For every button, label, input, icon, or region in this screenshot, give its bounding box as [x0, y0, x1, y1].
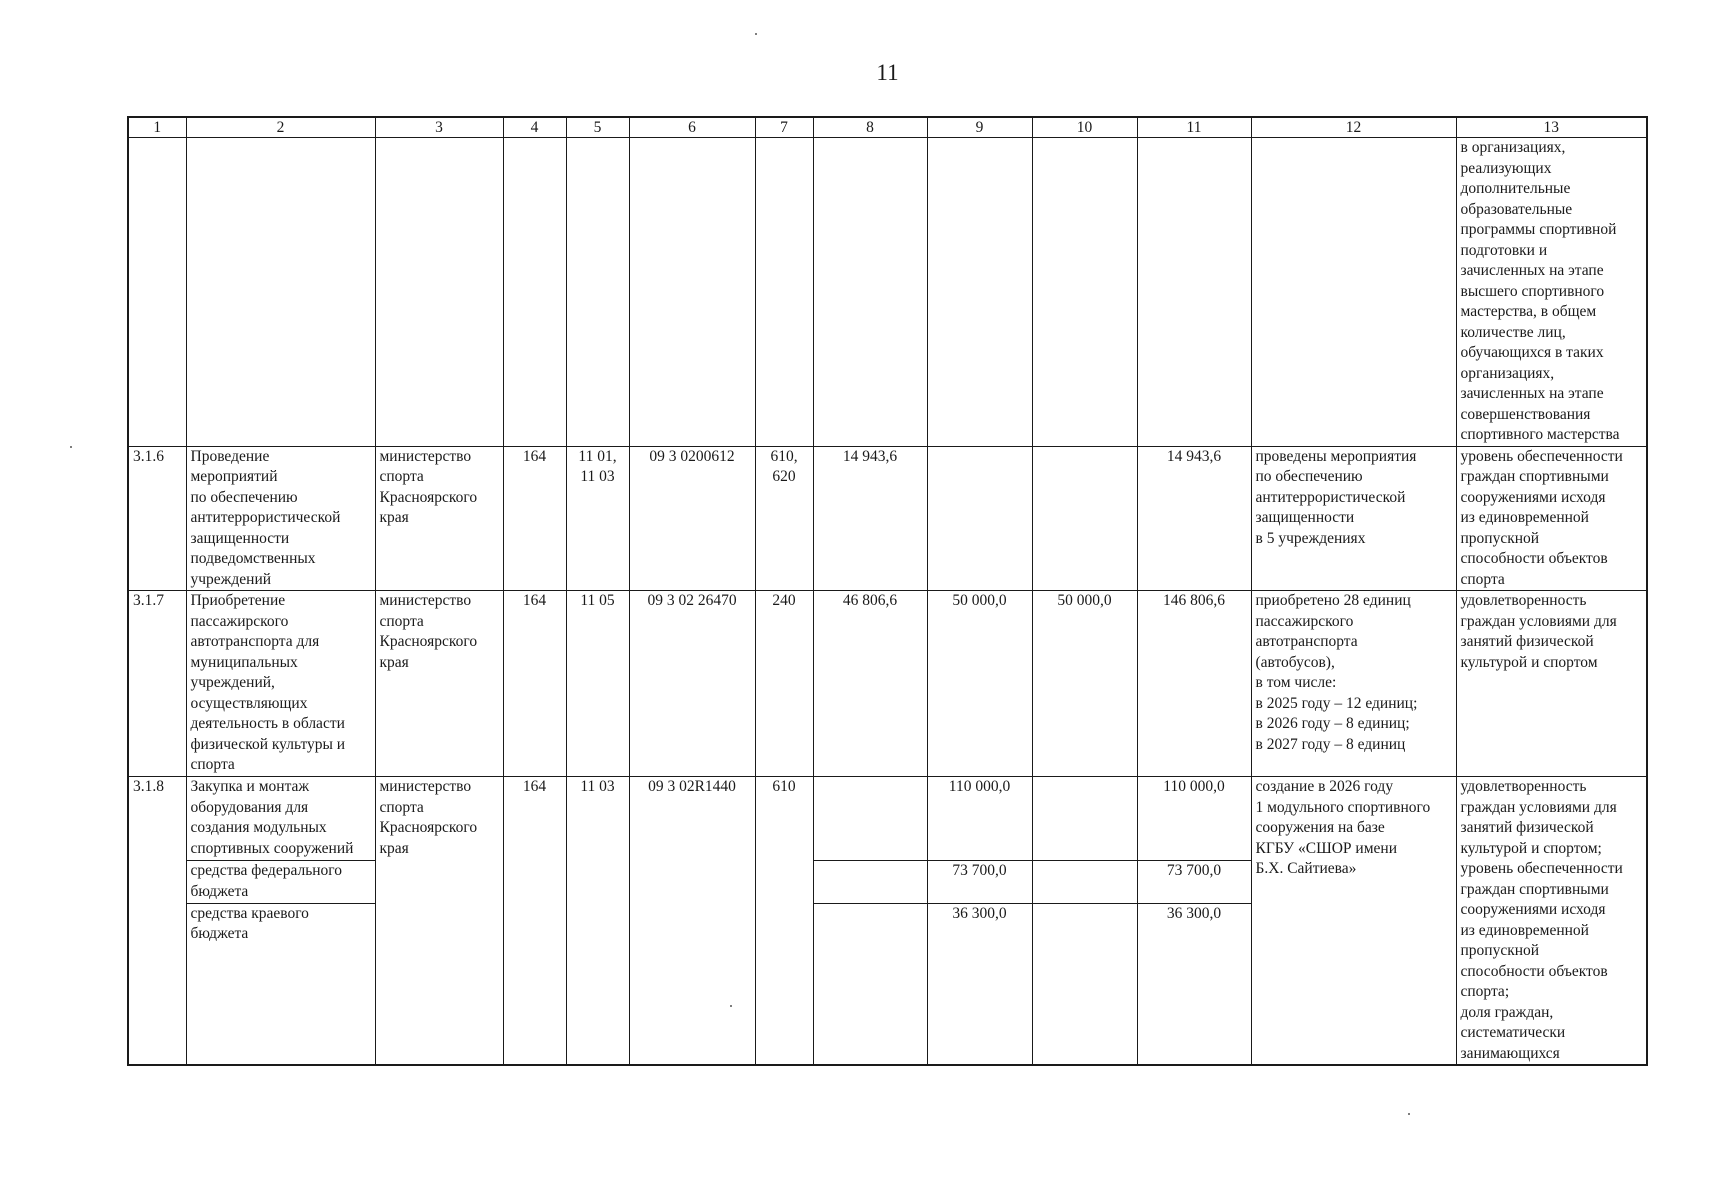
empty-cell	[1032, 138, 1137, 447]
grbs-code: 164	[503, 591, 566, 777]
empty-cell	[503, 138, 566, 447]
amount-2025: 46 806,6	[813, 591, 927, 777]
empty-cell	[927, 138, 1032, 447]
funding-source: средства федерального бюджета	[186, 861, 375, 903]
expense-type-code: 240	[755, 591, 813, 777]
empty-cell	[813, 138, 927, 447]
header-row	[128, 117, 1647, 138]
empty-cell	[128, 138, 186, 447]
amount-total: 146 806,6	[1137, 591, 1251, 777]
scan-speck	[70, 446, 72, 448]
amount-2026: 73 700,0	[927, 861, 1032, 903]
table-row	[128, 777, 1647, 861]
program-table	[127, 116, 1648, 1066]
section-code: 11 03	[566, 777, 629, 1066]
indicator-cell: удовлетворенность граждан условиями для занятий физической культурой и спортом; уровень обеспеченности граждан спортивными сооружениями исходя из единовременной пропускной способности объектов спорта; доля граждан, систематически занимающихся	[1456, 777, 1647, 1066]
column-header: 3	[375, 117, 503, 138]
expected-result: приобретено 28 единиц пассажирского автотранспорта (автобусов), в том числе: в 2025 году – 12 единиц; в 2026 году – 8 единиц; в 2027 году – 8 единиц	[1251, 591, 1456, 777]
activity-name: Закупка и монтаж оборудования для создания модульных спортивных сооружений	[186, 777, 375, 861]
target-article-code: 09 3 0200612	[629, 446, 755, 591]
amount-2026: 36 300,0	[927, 903, 1032, 1065]
amount-total: 36 300,0	[1137, 903, 1251, 1065]
grbs-code: 164	[503, 777, 566, 1066]
expense-type-code: 610, 620	[755, 446, 813, 591]
empty-cell	[813, 861, 927, 903]
amount-2026: 110 000,0	[927, 777, 1032, 861]
responsible-executor: министерство спорта Красноярского края	[375, 446, 503, 591]
empty-cell	[813, 903, 927, 1065]
responsible-executor: министерство спорта Красноярского края	[375, 777, 503, 1066]
target-article-code: 09 3 02R1440	[629, 777, 755, 1066]
column-header: 11	[1137, 117, 1251, 138]
row-number: 3.1.8	[128, 777, 186, 1066]
empty-cell	[1251, 138, 1456, 447]
amount-total: 14 943,6	[1137, 446, 1251, 591]
amount-2027: 50 000,0	[1032, 591, 1137, 777]
amount-2025: 14 943,6	[813, 446, 927, 591]
row-number: 3.1.6	[128, 446, 186, 591]
column-header: 12	[1251, 117, 1456, 138]
empty-cell	[1032, 903, 1137, 1065]
activity-name: Проведение мероприятий по обеспечению антитеррористической защищенности подведомственных учреждений	[186, 446, 375, 591]
expense-type-code: 610	[755, 777, 813, 1066]
amount-total: 73 700,0	[1137, 861, 1251, 903]
indicator-cell: уровень обеспеченности граждан спортивными сооружениями исходя из единовременной пропускной способности объектов спорта	[1456, 446, 1647, 591]
funding-source: средства краевого бюджета	[186, 903, 375, 1065]
expected-result: проведены мероприятия по обеспечению антитеррористической защищенности в 5 учреждениях	[1251, 446, 1456, 591]
column-header: 13	[1456, 117, 1647, 138]
responsible-executor: министерство спорта Красноярского края	[375, 591, 503, 777]
scan-speck	[1408, 1113, 1410, 1115]
column-header: 10	[1032, 117, 1137, 138]
empty-cell	[1137, 138, 1251, 447]
column-header: 9	[927, 117, 1032, 138]
empty-cell	[1032, 861, 1137, 903]
table-row	[128, 591, 1647, 777]
column-header: 4	[503, 117, 566, 138]
target-article-code: 09 3 02 26470	[629, 591, 755, 777]
column-header: 8	[813, 117, 927, 138]
grbs-code: 164	[503, 446, 566, 591]
column-header: 2	[186, 117, 375, 138]
indicator-cell: в организациях, реализующих дополнительные образовательные программы спортивной подготовки и зачисленных на этапе высшего спортивного мастерства, в общем количестве лиц, обучающихся в таких организациях, зачисленных на этапе совершенствования спортивного мастерства	[1456, 138, 1647, 447]
page-number: 11	[876, 60, 899, 85]
section-code: 11 01, 11 03	[566, 446, 629, 591]
expected-result: создание в 2026 году 1 модульного спортивного сооружения на базе КГБУ «СШОР имени Б.Х. Сайтиева»	[1251, 777, 1456, 1066]
section-code: 11 05	[566, 591, 629, 777]
scan-speck	[755, 33, 757, 35]
empty-cell	[375, 138, 503, 447]
activity-name: Приобретение пассажирского автотранспорта для муниципальных учреждений, осуществляющих деятельность в области физической культуры и спорта	[186, 591, 375, 777]
empty-cell	[755, 138, 813, 447]
row-number: 3.1.7	[128, 591, 186, 777]
column-header: 1	[128, 117, 186, 138]
empty-cell	[566, 138, 629, 447]
column-header: 6	[629, 117, 755, 138]
empty-cell	[186, 138, 375, 447]
empty-cell	[629, 138, 755, 447]
amount-total: 110 000,0	[1137, 777, 1251, 861]
column-header: 5	[566, 117, 629, 138]
amount-2026	[927, 446, 1032, 591]
table-row	[128, 446, 1647, 591]
continuation-row	[128, 138, 1647, 447]
column-header: 7	[755, 117, 813, 138]
amount-2026: 50 000,0	[927, 591, 1032, 777]
amount-2025	[813, 777, 927, 861]
amount-2027	[1032, 446, 1137, 591]
indicator-cell: удовлетворенность граждан условиями для занятий физической культурой и спортом	[1456, 591, 1647, 777]
amount-2027	[1032, 777, 1137, 861]
